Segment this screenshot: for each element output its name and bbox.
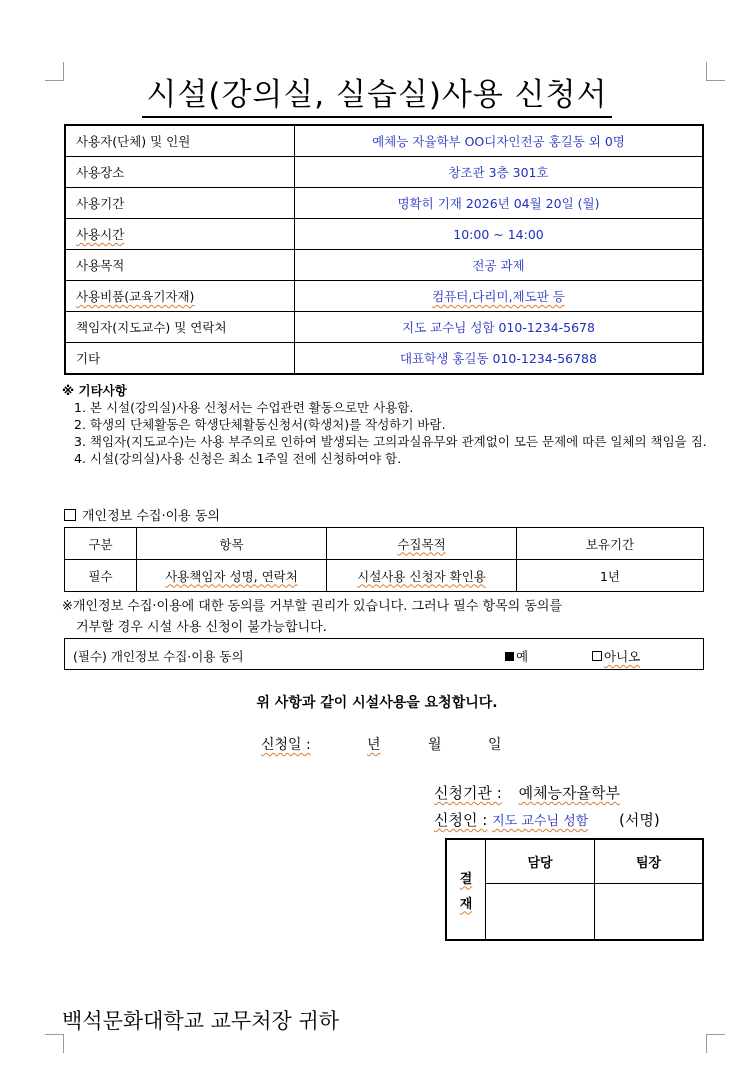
approval-sign-cell[interactable] (486, 884, 595, 941)
application-table (64, 124, 704, 375)
consent-no-label: 아니오 (604, 649, 641, 664)
privacy-note-line: ※개인정보 수집·이용에 대한 동의를 거부할 권리가 있습니다. 그러나 필수 항목의 동의를 (62, 599, 563, 614)
crop-mark-bottom-right (706, 1034, 725, 1053)
privacy-title-text: 개인정보 수집·이용 동의 (82, 509, 220, 524)
applicant-name[interactable]: 지도 교수님 성함 (492, 814, 589, 829)
footer-addressee: 백석문화대학교 교무처장 귀하 (62, 1009, 340, 1033)
row-label: 사용기간 (65, 188, 295, 219)
row-label: 사용자(단체) 및 인원 (65, 125, 295, 157)
table-row (65, 312, 703, 343)
checkbox-icon (64, 509, 76, 521)
agency-value[interactable]: 예체능자율학부 (518, 784, 621, 802)
table-row (65, 250, 703, 281)
notes-section (62, 382, 712, 467)
table-row (65, 281, 703, 312)
approval-sign-cell[interactable] (595, 884, 704, 941)
row-label-text: 사용시간 (76, 227, 125, 242)
request-statement: 위 사항과 같이 시설사용을 요청합니다. (256, 695, 498, 711)
row-label: 사용목적 (65, 250, 295, 281)
table-cell-text: 사용책임자 성명, 연락처 (165, 568, 298, 584)
consent-no-option[interactable] (592, 647, 640, 665)
row-label-text: 사용비품(교육기자재) (76, 289, 195, 304)
notes-heading: ※ 기타사항 (62, 383, 127, 398)
note-item: 1. 본 시설(강의실)사용 신청서는 수업관련 활동으로만 사용함. (74, 400, 414, 415)
row-value[interactable]: 명확히 기재 2026년 04월 20일 (월) (295, 188, 704, 219)
document-title: 시설(강의실, 실습실)사용 신청서 (142, 76, 611, 118)
applicant-label: 신청인 : (434, 811, 488, 829)
row-value[interactable]: 10:00 ~ 14:00 (295, 219, 704, 250)
row-label: 책임자(지도교수) 및 연락처 (65, 312, 295, 343)
applicant-line (434, 809, 660, 830)
row-label: 사용장소 (65, 157, 295, 188)
table-cell: 필수 (65, 560, 137, 592)
row-value[interactable]: 지도 교수님 성함 010-1234-5678 (295, 312, 704, 343)
date-year[interactable]: 년 (367, 737, 381, 753)
header-cell-text: 수집목적 (397, 536, 446, 552)
privacy-note-line: 거부할 경우 시설 사용 신청이 불가능합니다. (76, 620, 327, 635)
approval-col-header: 팀장 (595, 839, 704, 884)
privacy-section-title (64, 505, 220, 524)
consent-question: (필수) 개인정보 수집·이용 동의 (73, 649, 244, 664)
signature-label: (서명) (619, 811, 660, 829)
privacy-table (64, 527, 704, 592)
table-row (65, 219, 703, 250)
table-row (65, 188, 703, 219)
applying-agency (434, 782, 620, 803)
header-cell: 보유기간 (517, 528, 704, 560)
row-label: 기타 (65, 343, 295, 375)
agency-label: 신청기관 : (434, 784, 502, 802)
row-value[interactable]: 예체능 자율학부 OO디자인전공 홍길동 외 0명 (295, 125, 704, 157)
table-row (65, 343, 703, 375)
approval-col-header: 담당 (486, 839, 595, 884)
table-row (446, 884, 703, 941)
header-cell: 구분 (65, 528, 137, 560)
table-cell (327, 560, 517, 592)
row-value[interactable] (295, 281, 704, 312)
note-item: 3. 책임자(지도교수)는 사용 부주의로 인하여 발생되는 고의과실유무와 관계없이 모든 문제에 따른 일체의 책임을 짐. (74, 434, 707, 449)
checked-box-icon (505, 652, 514, 661)
header-cell (327, 528, 517, 560)
table-cell: 1년 (517, 560, 704, 592)
date-day[interactable]: 일 (488, 737, 502, 753)
row-value[interactable]: 대표학생 홍길동 010-1234-56788 (295, 343, 704, 375)
date-month[interactable]: 월 (428, 737, 442, 753)
unchecked-box-icon (592, 651, 602, 661)
table-header-row (65, 528, 704, 560)
approval-side-char: 재 (459, 896, 473, 912)
consent-yes-option[interactable] (505, 647, 528, 665)
row-value-text: 컴퓨터,다리미,제도판 등 (432, 289, 565, 304)
note-item: 2. 학생의 단체활동은 학생단체활동신청서(학생처)를 작성하기 바람. (74, 417, 446, 432)
row-value[interactable]: 창조관 3층 301호 (295, 157, 704, 188)
consent-box (64, 638, 704, 670)
row-label (65, 281, 295, 312)
crop-mark-bottom-left (45, 1034, 64, 1053)
row-value[interactable]: 전공 과제 (295, 250, 704, 281)
table-row (446, 839, 703, 884)
privacy-note (62, 596, 712, 638)
document-title-wrap (0, 76, 754, 118)
date-label: 신청일 : (261, 737, 311, 753)
table-row (65, 157, 703, 188)
approval-side-char: 결 (459, 871, 473, 887)
note-item: 4. 시설(강의실)사용 신청은 최소 1주일 전에 신청하여야 함. (74, 451, 402, 466)
consent-yes-label: 예 (516, 649, 529, 664)
table-row (65, 125, 703, 157)
table-row (65, 560, 704, 592)
header-cell: 항목 (137, 528, 327, 560)
approval-table (445, 838, 704, 941)
table-cell (137, 560, 327, 592)
row-label (65, 219, 295, 250)
table-cell-text: 시설사용 신청자 확인용 (357, 568, 486, 584)
approval-side-label (446, 839, 486, 940)
